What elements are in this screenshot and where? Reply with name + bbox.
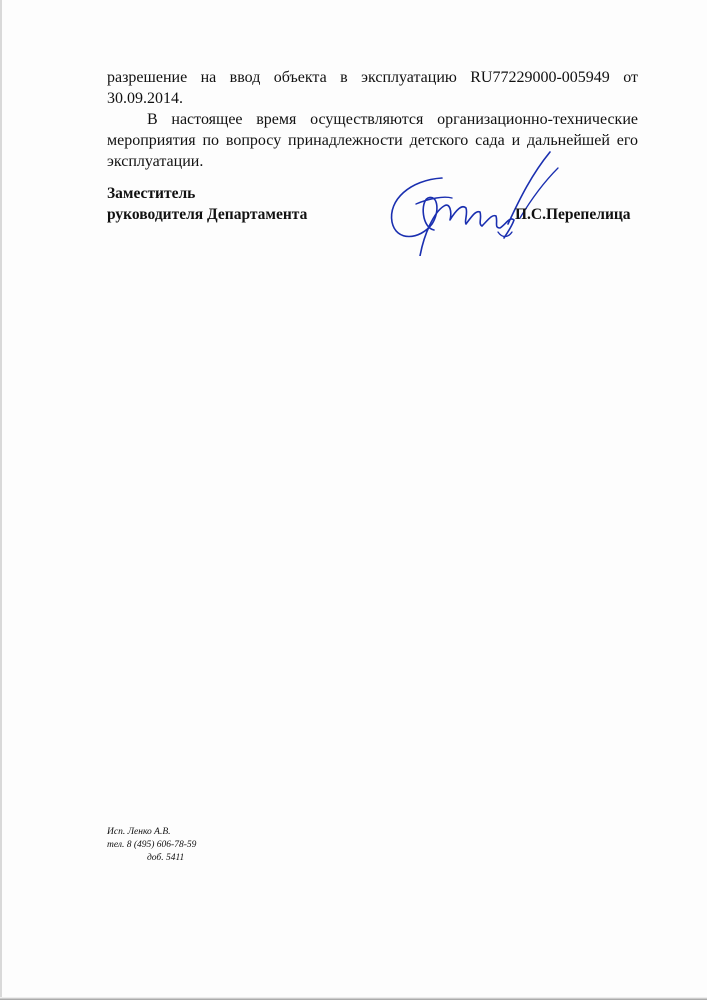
scan-edge-left (0, 0, 2, 1000)
handwritten-signature (380, 138, 565, 256)
paragraph-measures: В настоящее время осуществляются организационно-технические мероприятия по вопросу принадлежности детского сада и дальнейшей его эксплуатации. (107, 111, 638, 170)
executor-name: Исп. Ленко А.В. (107, 827, 171, 837)
signer-position-line-2: руководителя Департамента (107, 206, 308, 223)
executor-phone: тел. 8 (495) 606-78-59 (107, 840, 197, 850)
signer-position (107, 183, 307, 225)
signer-name: П.С.Перепелица (515, 206, 631, 223)
executor-info (107, 826, 196, 865)
signer-position-line-1: Заместитель (107, 185, 196, 202)
executor-extension: доб. 5411 (147, 853, 185, 863)
paragraph-permit: разрешение на ввод объекта в эксплуатацию RU77229000-005949 от 30.09.2014. (107, 69, 638, 107)
